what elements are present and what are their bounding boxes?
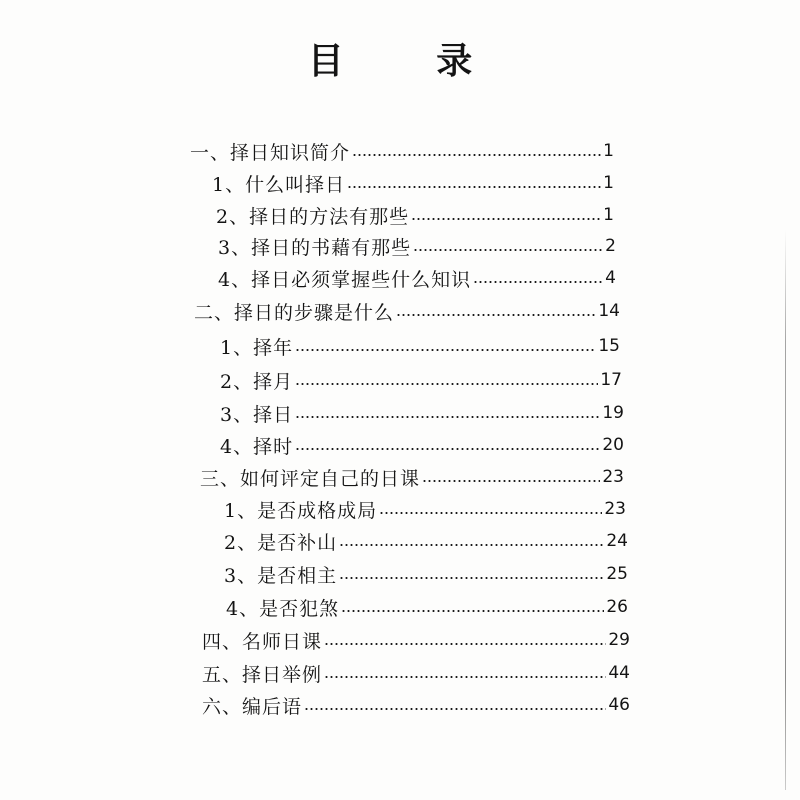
toc-entry-page: 46 [608, 695, 630, 715]
toc-entry [202, 690, 630, 720]
dot-leader [324, 676, 606, 678]
toc-entry-page: 25 [606, 564, 628, 584]
toc-entry [226, 592, 628, 622]
toc-entry-label: 一、择日知识简介 [190, 141, 351, 164]
toc-entry-page: 4 [605, 268, 616, 288]
toc-entry-label: 1、什么叫择日 [212, 173, 346, 196]
dot-leader [341, 610, 604, 612]
toc-entry [220, 398, 624, 428]
toc-entry-label: 4、是否犯煞 [226, 597, 340, 620]
toc-entry-page: 1 [603, 173, 614, 193]
dot-leader [347, 186, 601, 188]
toc-entry-label: 二、择日的步骤是什么 [194, 301, 395, 324]
toc-entry [224, 494, 626, 524]
dot-leader [473, 281, 603, 283]
dot-leader [396, 314, 596, 316]
dot-leader [339, 577, 604, 579]
dot-leader [295, 448, 600, 450]
toc-entry-page: 1 [603, 141, 614, 161]
dot-leader [295, 349, 596, 351]
toc-entry-label: 2、是否补山 [224, 531, 338, 554]
dot-leader [304, 708, 606, 710]
toc-entry [212, 168, 614, 198]
toc-entry-label: 1、是否成格成局 [224, 499, 378, 522]
toc-entry-page: 14 [598, 301, 620, 321]
dot-leader [413, 249, 603, 251]
toc-entry-label: 三、如何评定自己的日课 [200, 467, 421, 490]
page-title: 目 录 [307, 41, 513, 82]
toc-entry [224, 559, 628, 589]
toc-entry [202, 625, 630, 655]
toc-entry-page: 1 [603, 205, 614, 225]
dot-leader [422, 480, 600, 482]
toc-entry [218, 231, 616, 261]
toc-entry-page: 44 [608, 663, 630, 683]
toc-entry-label: 六、编后语 [202, 695, 303, 718]
toc-entry [216, 200, 614, 230]
toc-entry [224, 526, 628, 556]
toc-entry [200, 462, 624, 492]
dot-leader [324, 643, 606, 645]
toc-entry-label: 3、择日 [220, 403, 294, 426]
toc-entry [220, 331, 620, 361]
toc-entry-label: 3、是否相主 [224, 564, 338, 587]
toc-entry-page: 20 [602, 435, 624, 455]
toc-entry-label: 3、择日的书藉有那些 [218, 236, 412, 259]
toc-entry-label: 4、择日必须掌握些什么知识 [218, 268, 472, 291]
toc-entry-page: 23 [602, 467, 624, 487]
table-of-contents [0, 136, 800, 736]
toc-entry-page: 15 [598, 336, 620, 356]
toc-entry-label: 2、择日的方法有那些 [216, 205, 410, 228]
toc-entry [220, 430, 624, 460]
toc-entry-page: 24 [606, 531, 628, 551]
dot-leader [339, 544, 604, 546]
toc-entry-label: 四、名师日课 [202, 630, 323, 653]
toc-entry-page: 26 [606, 597, 628, 617]
toc-entry-page: 23 [604, 499, 626, 519]
toc-entry [194, 296, 620, 326]
toc-entry-label: 2、择月 [220, 370, 294, 393]
toc-entry [218, 263, 616, 293]
dot-leader [411, 218, 601, 220]
toc-entry-label: 1、择年 [220, 336, 294, 359]
toc-entry-page: 29 [608, 630, 630, 650]
dot-leader [295, 416, 600, 418]
toc-entry-page: 19 [602, 403, 624, 423]
dot-leader [379, 512, 602, 514]
toc-entry-label: 五、择日举例 [202, 663, 323, 686]
toc-entry-page: 17 [600, 370, 622, 390]
dot-leader [295, 383, 598, 385]
toc-entry-label: 4、择时 [220, 435, 294, 458]
dot-leader [352, 154, 601, 156]
toc-entry [202, 658, 630, 688]
toc-entry [190, 136, 614, 166]
toc-entry [220, 365, 622, 395]
toc-entry-page: 2 [605, 236, 616, 256]
